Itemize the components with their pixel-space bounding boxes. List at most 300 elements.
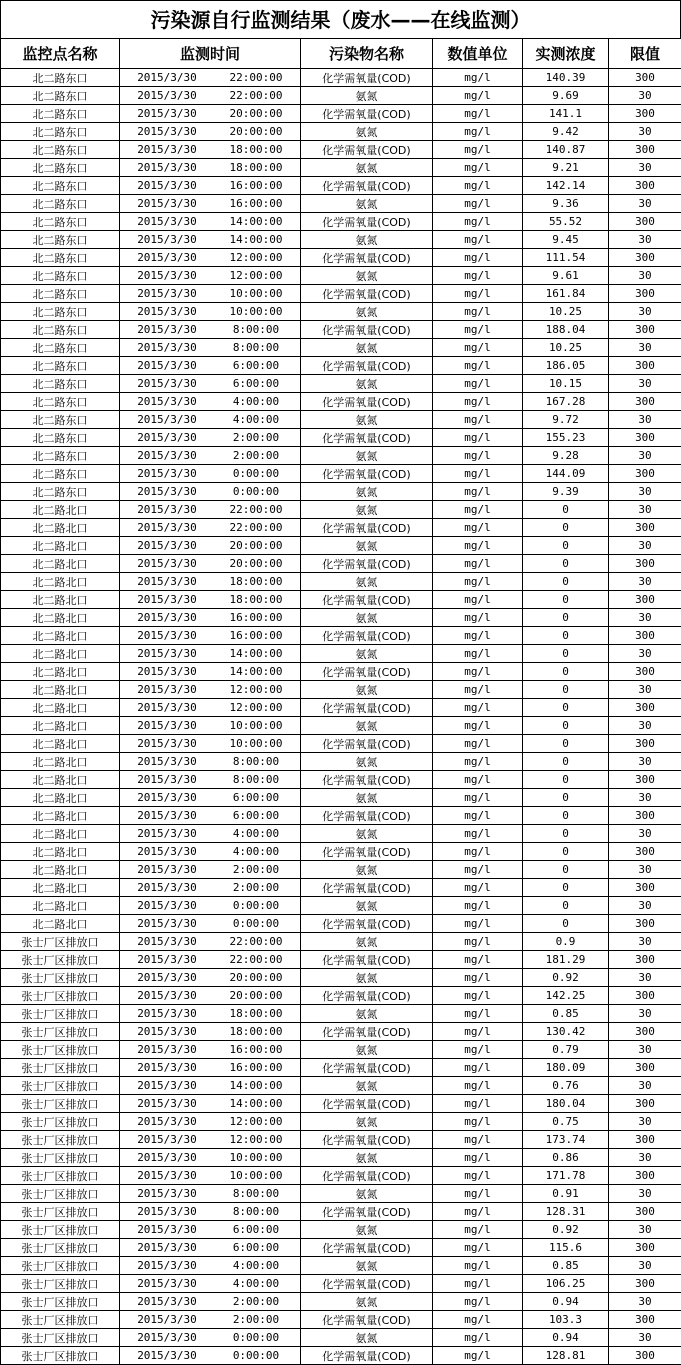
cell-time: [120, 1005, 301, 1023]
cell-time: [120, 1113, 301, 1131]
cell-pollutant: 化学需氧量(COD): [301, 987, 433, 1005]
cell-pollutant: 氨氮: [301, 789, 433, 807]
cell-clock: 2:00:00: [213, 1313, 299, 1326]
cell-unit: mg/l: [433, 1005, 523, 1023]
cell-time: [120, 1041, 301, 1059]
cell-date: 2015/3/30: [121, 395, 213, 408]
cell-time: [120, 879, 301, 897]
cell-site: 北二路东口: [1, 483, 120, 501]
cell-value: 0: [523, 537, 609, 555]
cell-unit: mg/l: [433, 321, 523, 339]
cell-date: 2015/3/30: [121, 1025, 213, 1038]
cell-limit: 300: [609, 1239, 681, 1257]
cell-limit: 30: [609, 753, 681, 771]
cell-value: 161.84: [523, 285, 609, 303]
cell-clock: 14:00:00: [213, 647, 299, 660]
cell-value: 180.04: [523, 1095, 609, 1113]
cell-unit: mg/l: [433, 879, 523, 897]
cell-date: 2015/3/30: [121, 1061, 213, 1074]
cell-site: 张士厂区排放口: [1, 1005, 120, 1023]
cell-site: 张士厂区排放口: [1, 1221, 120, 1239]
cell-pollutant: 氨氮: [301, 861, 433, 879]
cell-limit: 30: [609, 123, 681, 141]
cell-date: 2015/3/30: [121, 359, 213, 372]
cell-value: 0: [523, 753, 609, 771]
cell-time: [120, 285, 301, 303]
cell-date: 2015/3/30: [121, 737, 213, 750]
table-row: [1, 483, 681, 501]
cell-value: 188.04: [523, 321, 609, 339]
cell-time: [120, 789, 301, 807]
cell-time: [120, 1203, 301, 1221]
table-row: [1, 843, 681, 861]
cell-pollutant: 化学需氧量(COD): [301, 393, 433, 411]
cell-pollutant: 化学需氧量(COD): [301, 843, 433, 861]
table-row: [1, 1221, 681, 1239]
table-row: [1, 429, 681, 447]
cell-value: 0: [523, 807, 609, 825]
cell-site: 北二路北口: [1, 699, 120, 717]
cell-site: 北二路北口: [1, 555, 120, 573]
cell-date: 2015/3/30: [121, 215, 213, 228]
cell-limit: 300: [609, 915, 681, 933]
header-site: 监控点名称: [1, 39, 120, 69]
cell-limit: 300: [609, 519, 681, 537]
table-row: [1, 1275, 681, 1293]
cell-site: 北二路东口: [1, 249, 120, 267]
cell-clock: 18:00:00: [213, 143, 299, 156]
cell-site: 北二路北口: [1, 915, 120, 933]
cell-time: [120, 1023, 301, 1041]
cell-site: 张士厂区排放口: [1, 1239, 120, 1257]
cell-site: 北二路东口: [1, 87, 120, 105]
cell-pollutant: 氨氮: [301, 825, 433, 843]
cell-date: 2015/3/30: [121, 1079, 213, 1092]
table-row: [1, 789, 681, 807]
cell-site: 北二路东口: [1, 321, 120, 339]
cell-limit: 300: [609, 1059, 681, 1077]
table-row: [1, 753, 681, 771]
table-row: [1, 447, 681, 465]
cell-unit: mg/l: [433, 735, 523, 753]
table-row: [1, 1257, 681, 1275]
cell-unit: mg/l: [433, 1347, 523, 1365]
cell-unit: mg/l: [433, 1167, 523, 1185]
table-row: [1, 969, 681, 987]
cell-pollutant: 化学需氧量(COD): [301, 357, 433, 375]
cell-unit: mg/l: [433, 843, 523, 861]
cell-value: 167.28: [523, 393, 609, 411]
cell-limit: 300: [609, 1167, 681, 1185]
cell-value: 0: [523, 789, 609, 807]
cell-time: [120, 645, 301, 663]
cell-value: 142.25: [523, 987, 609, 1005]
cell-unit: mg/l: [433, 771, 523, 789]
cell-pollutant: 氨氮: [301, 195, 433, 213]
cell-pollutant: 氨氮: [301, 1329, 433, 1347]
page-title: 污染源自行监测结果（废水——在线监测）: [0, 0, 681, 38]
cell-value: 0: [523, 501, 609, 519]
table-row: [1, 321, 681, 339]
cell-value: 0.75: [523, 1113, 609, 1131]
cell-clock: 10:00:00: [213, 737, 299, 750]
cell-pollutant: 化学需氧量(COD): [301, 1347, 433, 1365]
table-row: [1, 951, 681, 969]
cell-unit: mg/l: [433, 231, 523, 249]
table-row: [1, 249, 681, 267]
cell-pollutant: 化学需氧量(COD): [301, 1131, 433, 1149]
cell-time: [120, 1293, 301, 1311]
cell-site: 张士厂区排放口: [1, 1023, 120, 1041]
cell-limit: 30: [609, 789, 681, 807]
cell-value: 0.79: [523, 1041, 609, 1059]
cell-unit: mg/l: [433, 465, 523, 483]
cell-value: 9.36: [523, 195, 609, 213]
cell-date: 2015/3/30: [121, 269, 213, 282]
table-row: [1, 591, 681, 609]
cell-limit: 300: [609, 1347, 681, 1365]
cell-clock: 0:00:00: [213, 485, 299, 498]
cell-clock: 22:00:00: [213, 521, 299, 534]
cell-date: 2015/3/30: [121, 521, 213, 534]
cell-unit: mg/l: [433, 339, 523, 357]
cell-time: [120, 771, 301, 789]
cell-limit: 30: [609, 87, 681, 105]
cell-value: 55.52: [523, 213, 609, 231]
cell-time: [120, 717, 301, 735]
cell-pollutant: 氨氮: [301, 339, 433, 357]
cell-date: 2015/3/30: [121, 233, 213, 246]
cell-unit: mg/l: [433, 177, 523, 195]
cell-time: [120, 933, 301, 951]
cell-value: 0: [523, 681, 609, 699]
cell-limit: 300: [609, 771, 681, 789]
cell-site: 北二路东口: [1, 177, 120, 195]
cell-unit: mg/l: [433, 807, 523, 825]
cell-pollutant: 氨氮: [301, 897, 433, 915]
cell-site: 张士厂区排放口: [1, 1113, 120, 1131]
cell-time: [120, 375, 301, 393]
cell-limit: 300: [609, 105, 681, 123]
cell-clock: 10:00:00: [213, 1169, 299, 1182]
cell-limit: 300: [609, 591, 681, 609]
cell-value: 0: [523, 609, 609, 627]
cell-limit: 30: [609, 1293, 681, 1311]
cell-value: 0: [523, 879, 609, 897]
cell-clock: 16:00:00: [213, 629, 299, 642]
cell-site: 张士厂区排放口: [1, 1167, 120, 1185]
cell-clock: 22:00:00: [213, 953, 299, 966]
cell-site: 北二路东口: [1, 375, 120, 393]
cell-value: 0: [523, 519, 609, 537]
cell-clock: 6:00:00: [213, 809, 299, 822]
cell-time: [120, 339, 301, 357]
cell-pollutant: 氨氮: [301, 537, 433, 555]
table-row: [1, 771, 681, 789]
cell-value: 9.61: [523, 267, 609, 285]
cell-date: 2015/3/30: [121, 161, 213, 174]
cell-unit: mg/l: [433, 87, 523, 105]
cell-clock: 10:00:00: [213, 719, 299, 732]
cell-time: [120, 861, 301, 879]
cell-time: [120, 627, 301, 645]
cell-site: 北二路北口: [1, 771, 120, 789]
cell-unit: mg/l: [433, 357, 523, 375]
cell-site: 张士厂区排放口: [1, 1077, 120, 1095]
cell-time: [120, 1077, 301, 1095]
cell-site: 张士厂区排放口: [1, 1041, 120, 1059]
cell-unit: mg/l: [433, 375, 523, 393]
cell-limit: 30: [609, 537, 681, 555]
cell-limit: 300: [609, 627, 681, 645]
cell-clock: 18:00:00: [213, 1007, 299, 1020]
cell-value: 0: [523, 771, 609, 789]
cell-date: 2015/3/30: [121, 989, 213, 1002]
cell-site: 北二路北口: [1, 627, 120, 645]
table-row: [1, 375, 681, 393]
cell-date: 2015/3/30: [121, 1241, 213, 1254]
cell-date: 2015/3/30: [121, 1187, 213, 1200]
cell-site: 北二路北口: [1, 519, 120, 537]
cell-clock: 14:00:00: [213, 215, 299, 228]
cell-clock: 20:00:00: [213, 971, 299, 984]
cell-unit: mg/l: [433, 1329, 523, 1347]
cell-site: 北二路东口: [1, 357, 120, 375]
cell-time: [120, 105, 301, 123]
cell-clock: 4:00:00: [213, 827, 299, 840]
cell-unit: mg/l: [433, 411, 523, 429]
cell-clock: 2:00:00: [213, 881, 299, 894]
cell-site: 北二路东口: [1, 465, 120, 483]
cell-value: 0: [523, 591, 609, 609]
cell-site: 北二路北口: [1, 861, 120, 879]
cell-limit: 300: [609, 735, 681, 753]
table-row: [1, 1059, 681, 1077]
cell-pollutant: 化学需氧量(COD): [301, 69, 433, 87]
cell-site: 北二路东口: [1, 141, 120, 159]
cell-clock: 12:00:00: [213, 251, 299, 264]
cell-site: 张士厂区排放口: [1, 1293, 120, 1311]
cell-date: 2015/3/30: [121, 1295, 213, 1308]
cell-pollutant: 氨氮: [301, 753, 433, 771]
cell-site: 北二路东口: [1, 123, 120, 141]
cell-unit: mg/l: [433, 1095, 523, 1113]
cell-site: 北二路北口: [1, 735, 120, 753]
cell-pollutant: 化学需氧量(COD): [301, 915, 433, 933]
cell-site: 北二路东口: [1, 411, 120, 429]
table-row: [1, 1203, 681, 1221]
cell-pollutant: 化学需氧量(COD): [301, 555, 433, 573]
cell-pollutant: 化学需氧量(COD): [301, 699, 433, 717]
cell-unit: mg/l: [433, 951, 523, 969]
cell-unit: mg/l: [433, 591, 523, 609]
cell-date: 2015/3/30: [121, 1223, 213, 1236]
table-row: [1, 159, 681, 177]
cell-time: [120, 213, 301, 231]
cell-clock: 8:00:00: [213, 323, 299, 336]
cell-date: 2015/3/30: [121, 1313, 213, 1326]
table-row: [1, 1311, 681, 1329]
cell-clock: 0:00:00: [213, 467, 299, 480]
table-row: [1, 231, 681, 249]
cell-value: 9.21: [523, 159, 609, 177]
cell-site: 张士厂区排放口: [1, 987, 120, 1005]
cell-pollutant: 化学需氧量(COD): [301, 1239, 433, 1257]
cell-date: 2015/3/30: [121, 971, 213, 984]
cell-value: 103.3: [523, 1311, 609, 1329]
cell-site: 北二路东口: [1, 69, 120, 87]
cell-time: [120, 609, 301, 627]
cell-site: 张士厂区排放口: [1, 1275, 120, 1293]
cell-date: 2015/3/30: [121, 863, 213, 876]
cell-unit: mg/l: [433, 1293, 523, 1311]
cell-value: 180.09: [523, 1059, 609, 1077]
cell-clock: 14:00:00: [213, 1097, 299, 1110]
cell-limit: 300: [609, 843, 681, 861]
cell-pollutant: 氨氮: [301, 1293, 433, 1311]
cell-date: 2015/3/30: [121, 539, 213, 552]
cell-value: 10.25: [523, 303, 609, 321]
cell-limit: 30: [609, 825, 681, 843]
table-row: [1, 141, 681, 159]
cell-limit: 30: [609, 231, 681, 249]
table-row: [1, 1347, 681, 1365]
cell-unit: mg/l: [433, 555, 523, 573]
cell-time: [120, 465, 301, 483]
cell-site: 北二路北口: [1, 609, 120, 627]
cell-value: 0: [523, 555, 609, 573]
cell-pollutant: 化学需氧量(COD): [301, 105, 433, 123]
cell-value: 0.94: [523, 1293, 609, 1311]
cell-unit: mg/l: [433, 627, 523, 645]
cell-time: [120, 123, 301, 141]
table-row: [1, 1023, 681, 1041]
table-row: [1, 555, 681, 573]
cell-value: 0: [523, 717, 609, 735]
cell-limit: 30: [609, 969, 681, 987]
cell-site: 北二路东口: [1, 339, 120, 357]
table-row: [1, 573, 681, 591]
cell-pollutant: 氨氮: [301, 447, 433, 465]
cell-value: 0: [523, 573, 609, 591]
cell-site: 北二路北口: [1, 897, 120, 915]
table-row: [1, 501, 681, 519]
cell-limit: 30: [609, 1257, 681, 1275]
table-row: [1, 1113, 681, 1131]
cell-clock: 8:00:00: [213, 341, 299, 354]
cell-clock: 2:00:00: [213, 449, 299, 462]
cell-pollutant: 化学需氧量(COD): [301, 465, 433, 483]
cell-unit: mg/l: [433, 447, 523, 465]
cell-limit: 300: [609, 1131, 681, 1149]
cell-time: [120, 1275, 301, 1293]
cell-site: 张士厂区排放口: [1, 969, 120, 987]
cell-value: 181.29: [523, 951, 609, 969]
table-row: [1, 339, 681, 357]
cell-time: [120, 141, 301, 159]
cell-unit: mg/l: [433, 1311, 523, 1329]
cell-time: [120, 303, 301, 321]
cell-date: 2015/3/30: [121, 197, 213, 210]
cell-limit: 30: [609, 1113, 681, 1131]
cell-unit: mg/l: [433, 69, 523, 87]
cell-value: 140.39: [523, 69, 609, 87]
cell-date: 2015/3/30: [121, 611, 213, 624]
cell-time: [120, 699, 301, 717]
cell-pollutant: 氨氮: [301, 609, 433, 627]
cell-clock: 12:00:00: [213, 683, 299, 696]
cell-clock: 20:00:00: [213, 125, 299, 138]
table-row: [1, 519, 681, 537]
cell-limit: 300: [609, 951, 681, 969]
cell-site: 北二路东口: [1, 105, 120, 123]
table-row: [1, 1005, 681, 1023]
cell-pollutant: 化学需氧量(COD): [301, 321, 433, 339]
cell-unit: mg/l: [433, 897, 523, 915]
cell-clock: 10:00:00: [213, 305, 299, 318]
cell-date: 2015/3/30: [121, 593, 213, 606]
cell-limit: 300: [609, 555, 681, 573]
table-body: [1, 69, 681, 1365]
cell-date: 2015/3/30: [121, 467, 213, 480]
cell-clock: 16:00:00: [213, 179, 299, 192]
cell-pollutant: 氨氮: [301, 267, 433, 285]
cell-value: 0.92: [523, 969, 609, 987]
cell-limit: 30: [609, 375, 681, 393]
cell-site: 北二路东口: [1, 429, 120, 447]
cell-time: [120, 1257, 301, 1275]
cell-unit: mg/l: [433, 123, 523, 141]
cell-site: 张士厂区排放口: [1, 1131, 120, 1149]
cell-date: 2015/3/30: [121, 1097, 213, 1110]
cell-value: 0.85: [523, 1005, 609, 1023]
cell-date: 2015/3/30: [121, 791, 213, 804]
cell-date: 2015/3/30: [121, 701, 213, 714]
cell-date: 2015/3/30: [121, 287, 213, 300]
cell-time: [120, 663, 301, 681]
table-row: [1, 285, 681, 303]
cell-unit: mg/l: [433, 1275, 523, 1293]
cell-date: 2015/3/30: [121, 485, 213, 498]
cell-clock: 8:00:00: [213, 755, 299, 768]
table-row: [1, 879, 681, 897]
cell-clock: 12:00:00: [213, 1115, 299, 1128]
cell-limit: 300: [609, 177, 681, 195]
cell-site: 北二路东口: [1, 393, 120, 411]
cell-clock: 20:00:00: [213, 539, 299, 552]
cell-unit: mg/l: [433, 1041, 523, 1059]
cell-unit: mg/l: [433, 933, 523, 951]
cell-date: 2015/3/30: [121, 179, 213, 192]
cell-limit: 300: [609, 285, 681, 303]
cell-limit: 300: [609, 429, 681, 447]
cell-limit: 300: [609, 321, 681, 339]
cell-limit: 30: [609, 573, 681, 591]
cell-value: 0: [523, 843, 609, 861]
cell-limit: 30: [609, 1329, 681, 1347]
cell-clock: 10:00:00: [213, 1151, 299, 1164]
cell-pollutant: 氨氮: [301, 1005, 433, 1023]
cell-pollutant: 氨氮: [301, 411, 433, 429]
cell-date: 2015/3/30: [121, 899, 213, 912]
cell-limit: 300: [609, 465, 681, 483]
cell-time: [120, 411, 301, 429]
cell-time: [120, 429, 301, 447]
cell-time: [120, 825, 301, 843]
cell-date: 2015/3/30: [121, 647, 213, 660]
cell-pollutant: 氨氮: [301, 717, 433, 735]
cell-site: 北二路北口: [1, 501, 120, 519]
